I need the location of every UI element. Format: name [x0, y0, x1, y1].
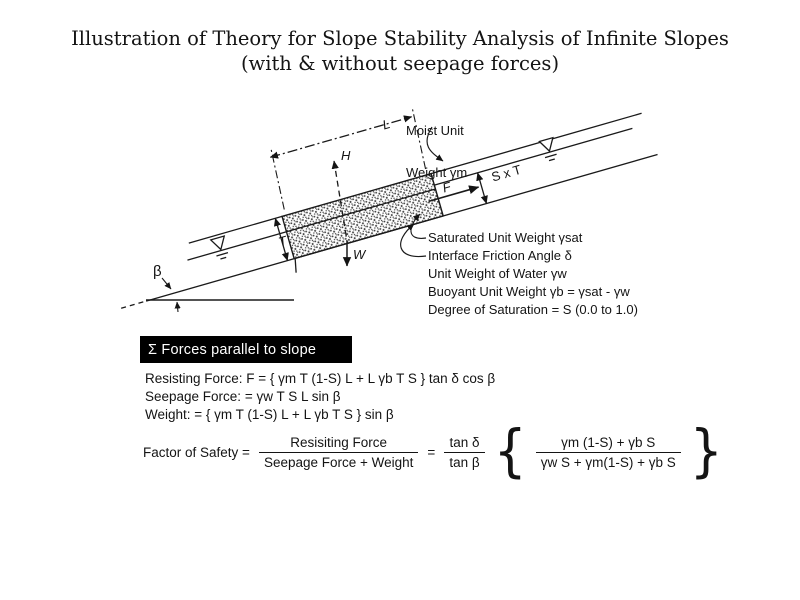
- fos-fraction-gamma: [536, 435, 681, 470]
- fos-frac3-numerator: γm (1-S) + γb S: [561, 434, 656, 450]
- fos-equals: =: [427, 444, 436, 460]
- water-table-left: [187, 232, 286, 260]
- note-saturated-unit-weight: Saturated Unit Weight γsat: [428, 230, 583, 245]
- dim-T-label: T: [276, 232, 289, 250]
- fos-frac1-numerator: Resisiting Force: [290, 434, 388, 450]
- block-edge-extension: [292, 258, 299, 272]
- fos-fraction-tan: [444, 435, 484, 470]
- definition-notes: [428, 229, 638, 319]
- moist-unit-weight-label: [406, 96, 467, 208]
- section-header-forces-parallel: Σ Forces parallel to slope: [140, 336, 352, 363]
- angle-beta-label: β: [153, 263, 162, 280]
- equation-resisting-force: Resisting Force: F = { γm T (1-S) L + L γb T S } tan δ cos β: [145, 371, 496, 386]
- dim-L-witness-left: [267, 149, 288, 210]
- fos-frac2-denominator: tan β: [444, 452, 484, 470]
- fos-frac2-numerator: tan δ: [449, 434, 480, 450]
- force-F-label: F: [440, 178, 453, 196]
- interface-line-dashed-tail: [121, 301, 146, 308]
- equation-weight: Weight: = { γm T (1-S) L + L γb T S } sin β: [145, 407, 394, 422]
- note-degree-of-saturation: Degree of Saturation = S (0.0 to 1.0): [428, 302, 638, 317]
- fos-fraction-forces: [259, 435, 418, 470]
- page-title: Illustration of Theory for Slope Stability Analysis of Infinite Slopes: [71, 27, 729, 50]
- equation-seepage-force: Seepage Force: = γw T S L sin β: [145, 389, 341, 404]
- dim-SxT-label: S x T: [489, 161, 523, 185]
- dim-SxT-arrow: [478, 173, 487, 204]
- moist-unit-weight-line1: Moist Unit: [406, 123, 464, 138]
- base-tick-arrow: [177, 302, 178, 312]
- ground-surface-left: [189, 216, 282, 243]
- note-unit-weight-water: Unit Weight of Water γw: [428, 266, 567, 281]
- page-subtitle: (with & without seepage forces): [240, 52, 560, 75]
- moist-unit-weight-line2: Weight γm: [406, 165, 468, 180]
- force-W-label: W: [353, 247, 366, 262]
- factor-of-safety-equation: Factor of Safety = $\frac{\text{Resisiting Force}}{\text{Seepage Force + Weight}}$ = $\frac{\text{tan δ}}{\text{tan β}}$ { $\frac{\text{γm (1-S) + γb S}}{\text{γw S + γm(1-S) + γb S}}$ }: [143, 419, 723, 485]
- note-buoyant-unit-weight: Buoyant Unit Weight γb = γsat - γw: [428, 284, 630, 299]
- fos-frac1-denominator: Seepage Force + Weight: [259, 452, 418, 470]
- leader-interface-friction: [401, 224, 426, 257]
- dim-H-label: H: [341, 148, 351, 163]
- dim-L-label: L: [380, 116, 392, 133]
- beta-pointer-arrow: [162, 278, 171, 289]
- fos-lead: Factor of Safety =: [143, 444, 250, 460]
- fos-frac3-denominator: γw S + γm(1-S) + γb S: [536, 452, 681, 470]
- note-interface-friction-angle: Interface Friction Angle δ: [428, 248, 572, 263]
